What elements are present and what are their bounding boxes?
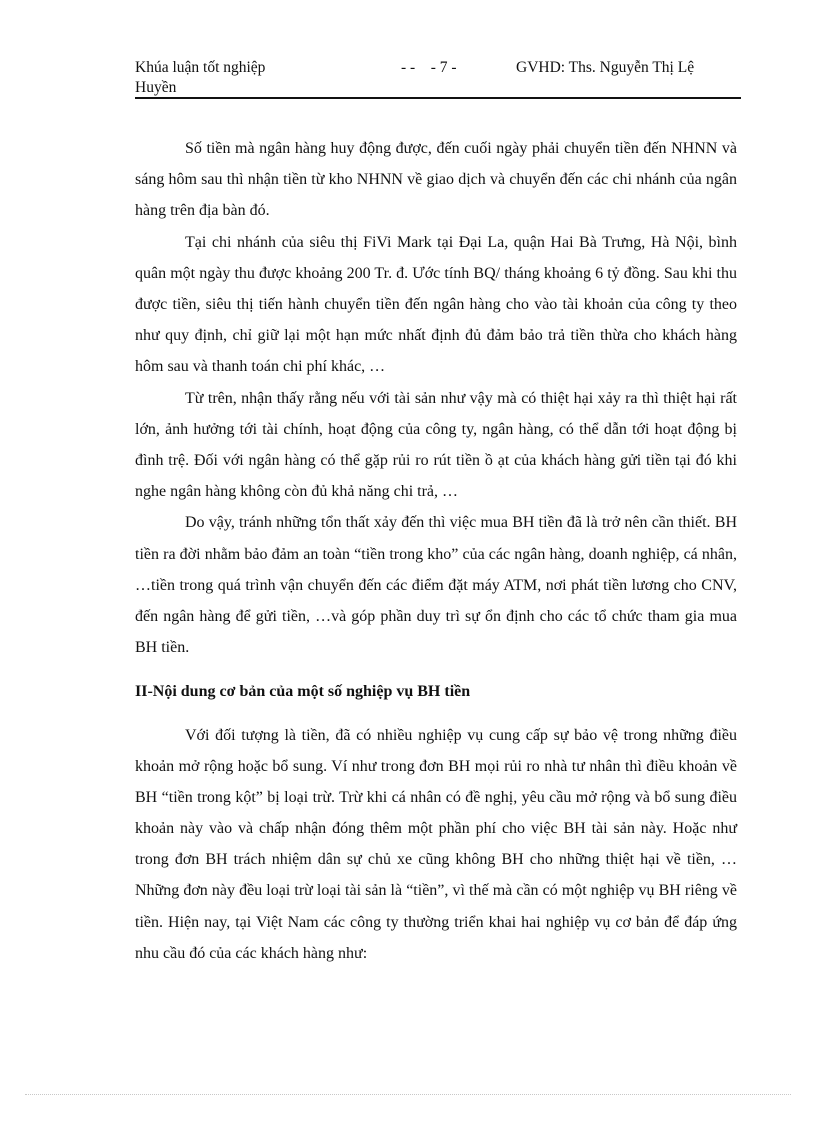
header-page-number: - - - 7 - <box>401 59 457 76</box>
paragraph: Số tiền mà ngân hàng huy động được, đến cuối ngày phải chuyển tiền đến NHNN và sáng hôm sau thì nhận tiền từ kho NHNN về giao dịch và chuyển đến các chi nhánh của ngân hàng trên địa bàn đó. <box>135 140 737 220</box>
paragraph: Từ trên, nhận thấy rằng nếu với tài sản như vậy mà có thiệt hại xảy ra thì thiệt hại rất lớn, ảnh hưởng tới tài chính, hoạt động của công ty, ngân hàng, có thể dẫn tới hoạt động bị đình trệ. Đối với ngân hàng có thể gặp rủi ro rút tiền ồ ạt của khách hàng gửi tiền tại đó khi nghe ngân hàng không còn đủ khả năng chi trả, … <box>135 389 737 501</box>
page-bottom-dotted-line <box>25 1094 791 1095</box>
header-supervisor: GVHD: Ths. Nguyễn Thị Lệ <box>516 59 695 76</box>
section-heading: II-Nội dung cơ bản của một số nghiệp vụ BH tiền <box>135 683 471 700</box>
header-divider <box>135 97 741 99</box>
page-header <box>135 58 741 98</box>
section-body-text <box>135 720 737 969</box>
paragraph: Do vậy, tránh những tổn thất xảy đến thì việc mua BH tiền đã là trở nên cần thiết. BH tiền ra đời nhằm bảo đảm an toàn “tiền trong kho” của các ngân hàng, doanh nghiệp, cá nhân, …tiền trong quá trình vận chuyển đến các điểm đặt máy ATM, nơi phát tiền lương cho CNV, đến ngân hàng để gửi tiền, …và góp phần duy trì sự ổn định cho các tổ chức tham gia mua BH tiền. <box>135 514 737 657</box>
body-text <box>135 133 737 663</box>
paragraph: Với đối tượng là tiền, đã có nhiều nghiệp vụ cung cấp sự bảo vệ trong những điều khoản mở rộng hoặc bổ sung. Ví như trong đơn BH mọi rủi ro nhà tư nhân thì điều khoản về BH “tiền trong kột” bị loại trừ. Trừ khi cá nhân có đề nghị, yêu cầu mở rộng và bổ sung điều khoản này vào và chấp nhận đóng thêm một phần phí cho việc BH tài sản này. Hoặc như trong đơn BH trách nhiệm dân sự chủ xe cũng không BH cho những thiệt hại về tiền, …Những đơn này đều loại trừ loại tài sản là “tiền”, vì thế mà cần có một nghiệp vụ BH riêng về tiền. Hiện nay, tại Việt Nam các công ty thường triển khai hai nghiệp vụ cơ bản để đáp ứng nhu cầu đó của các khách hàng như: <box>135 727 737 962</box>
header-thesis-title: Khúa luận tốt nghiệp <box>135 59 266 76</box>
header-supervisor-continued: Huyền <box>135 79 177 96</box>
paragraph: Tại chi nhánh của siêu thị FiVi Mark tại Đại La, quận Hai Bà Trưng, Hà Nội, bình quân một ngày thu được khoảng 200 Tr. đ. Ước tính BQ/ tháng khoảng 6 tỷ đồng. Sau khi thu được tiền, siêu thị tiến hành chuyển tiền đến ngân hàng cho vào tài khoản của công ty theo như quy định, chỉ giữ lại một hạn mức nhất định đủ đảm bảo trả tiền thừa cho khách hàng hôm sau và thanh toán chi phí khác, … <box>135 233 737 376</box>
